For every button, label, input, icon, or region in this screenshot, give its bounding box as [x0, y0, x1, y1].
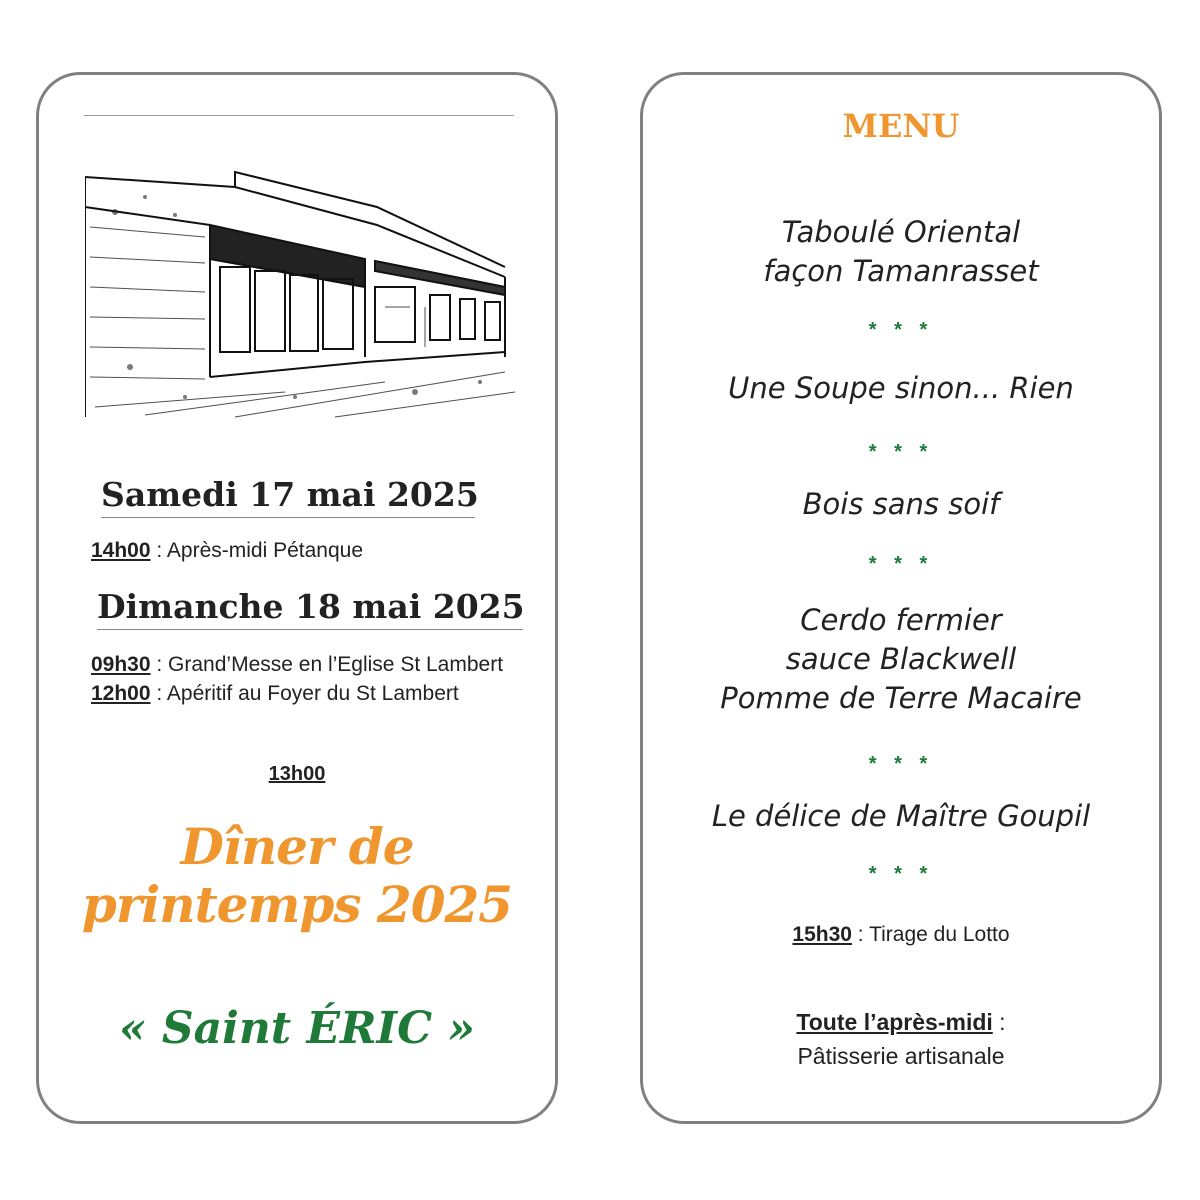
schedule-item-petanque	[91, 539, 363, 563]
course-separator: * * *	[868, 553, 934, 575]
building-sketch-image	[85, 167, 517, 419]
menu-title: MENU	[842, 107, 960, 145]
menu-course-drink	[643, 485, 1159, 524]
top-divider	[84, 115, 514, 116]
course-separator: * * *	[868, 441, 934, 463]
event-program-card	[36, 72, 558, 1124]
lotto-line	[643, 923, 1159, 947]
afternoon-line	[643, 1009, 1159, 1036]
saturday-heading: Samedi 17 mai 2025	[101, 475, 475, 518]
course-line: façon Tamanrasset	[763, 254, 1039, 288]
course-separator: * * *	[868, 319, 934, 341]
schedule-text: : Après-midi Pétanque	[150, 539, 363, 562]
afternoon-label: Toute l’après-midi	[796, 1009, 993, 1035]
schedule-time: 09h30	[91, 653, 151, 676]
lotto-time: 15h30	[792, 923, 852, 946]
dinner-time: 13h00	[268, 763, 326, 785]
menu-card	[640, 72, 1162, 1124]
course-line: Une Soupe sinon... Rien	[728, 371, 1074, 405]
course-line: Le délice de Maître Goupil	[711, 799, 1091, 833]
course-separator: * * *	[868, 863, 934, 885]
course-line: sauce Blackwell	[785, 642, 1017, 676]
menu-course-main	[643, 601, 1159, 718]
lotto-text: : Tirage du Lotto	[851, 923, 1010, 946]
menu-course-starter	[643, 213, 1159, 291]
menu-course-soup	[643, 369, 1159, 408]
schedule-item-mass	[91, 653, 503, 677]
course-line: Pomme de Terre Macaire	[720, 681, 1082, 715]
afternoon-item: Pâtisserie artisanale	[797, 1043, 1005, 1069]
course-line: Cerdo fermier	[800, 603, 1002, 637]
schedule-time: 12h00	[91, 682, 151, 705]
course-separator: * * *	[868, 753, 934, 775]
sunday-heading: Dimanche 18 mai 2025	[97, 587, 523, 630]
dinner-title-line1: Dîner de	[180, 817, 414, 876]
schedule-text: : Apéritif au Foyer du St Lambert	[150, 682, 459, 705]
course-line: Taboulé Oriental	[781, 215, 1021, 249]
schedule-item-aperitif	[91, 682, 459, 706]
schedule-text: : Grand’Messe en l’Eglise St Lambert	[150, 653, 504, 676]
menu-course-dessert	[643, 797, 1159, 836]
schedule-time: 14h00	[91, 539, 151, 562]
dinner-title-line2: printemps 2025	[81, 875, 513, 934]
theme-title: « Saint ÉRIC »	[119, 1003, 475, 1054]
afternoon-suffix: :	[992, 1009, 1006, 1035]
course-line: Bois sans soif	[802, 487, 1000, 521]
